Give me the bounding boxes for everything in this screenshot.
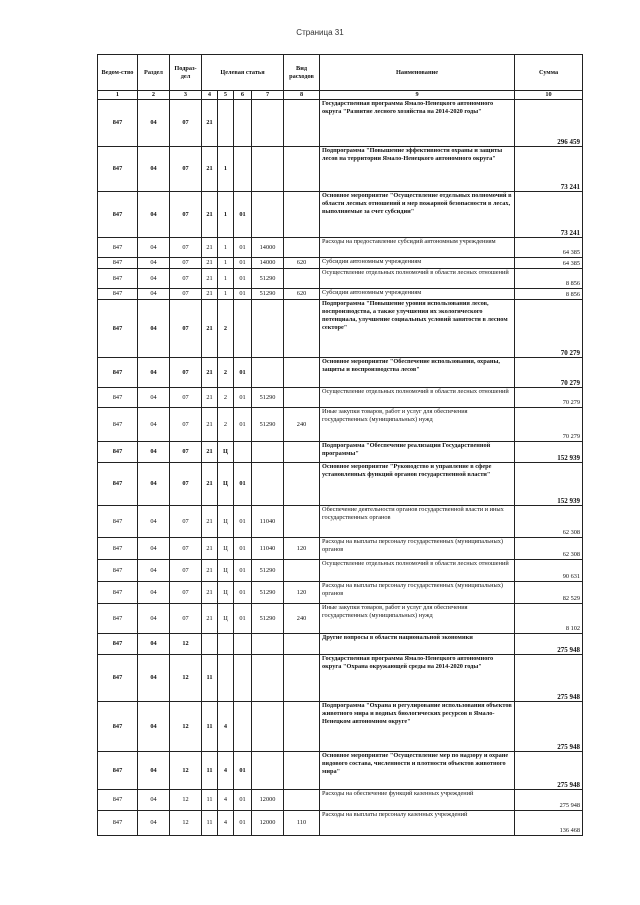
razdel-cell: 04 bbox=[138, 358, 170, 388]
sum-cell: 275 948 bbox=[515, 702, 583, 752]
header-celevaya-statya: Целевая статья bbox=[202, 55, 284, 91]
vid-cell bbox=[284, 238, 320, 258]
razdel-cell: 04 bbox=[138, 790, 170, 811]
header-razdel: Раздел bbox=[138, 55, 170, 91]
header-summa: Сумма bbox=[515, 55, 583, 91]
table-row bbox=[98, 634, 583, 655]
vid-cell bbox=[284, 463, 320, 506]
event-cell: 01 bbox=[234, 560, 252, 582]
table-row bbox=[98, 147, 583, 192]
sum-cell: 152 939 bbox=[515, 463, 583, 506]
subprogram-cell bbox=[218, 634, 234, 655]
vid-cell: 110 bbox=[284, 811, 320, 836]
subprogram-cell: 1 bbox=[218, 238, 234, 258]
subprogram-cell bbox=[218, 100, 234, 147]
razdel-cell: 04 bbox=[138, 147, 170, 192]
podrazdel-cell: 12 bbox=[170, 811, 202, 836]
event-cell bbox=[234, 100, 252, 147]
podrazdel-cell: 07 bbox=[170, 388, 202, 408]
podrazdel-cell: 12 bbox=[170, 634, 202, 655]
razdel-cell: 04 bbox=[138, 388, 170, 408]
vedomstvo-cell: 847 bbox=[98, 506, 138, 538]
table-row bbox=[98, 258, 583, 269]
podrazdel-cell: 07 bbox=[170, 238, 202, 258]
program-cell: 11 bbox=[202, 811, 218, 836]
sum-cell: 62 308 bbox=[515, 506, 583, 538]
table-row bbox=[98, 702, 583, 752]
name-cell: Подпрограмма "Охрана и регулирование использования объектов животного мира и водных биологических ресурсов в Ямало-Ненецком автономном округе" bbox=[320, 702, 515, 752]
event-cell bbox=[234, 147, 252, 192]
program-cell: 21 bbox=[202, 388, 218, 408]
name-cell: Расходы на предоставление субсидий автономным учреждениям bbox=[320, 238, 515, 258]
direction-cell bbox=[252, 655, 284, 702]
subprogram-cell: 1 bbox=[218, 192, 234, 238]
vid-cell bbox=[284, 269, 320, 289]
event-cell bbox=[234, 634, 252, 655]
col-number: 8 bbox=[284, 91, 320, 100]
table-row bbox=[98, 408, 583, 442]
table-row bbox=[98, 790, 583, 811]
col-number: 4 bbox=[202, 91, 218, 100]
col-number: 3 bbox=[170, 91, 202, 100]
sum-cell: 8 102 bbox=[515, 604, 583, 634]
vedomstvo-cell: 847 bbox=[98, 752, 138, 790]
sum-cell: 70 279 bbox=[515, 408, 583, 442]
header-naimenovanie: Наименование bbox=[320, 55, 515, 91]
direction-cell: 51290 bbox=[252, 269, 284, 289]
program-cell: 11 bbox=[202, 702, 218, 752]
vedomstvo-cell: 847 bbox=[98, 702, 138, 752]
vid-cell: 240 bbox=[284, 604, 320, 634]
vid-cell bbox=[284, 790, 320, 811]
subprogram-cell: 2 bbox=[218, 408, 234, 442]
razdel-cell: 04 bbox=[138, 702, 170, 752]
sum-cell: 73 241 bbox=[515, 192, 583, 238]
vedomstvo-cell: 847 bbox=[98, 790, 138, 811]
vid-cell bbox=[284, 388, 320, 408]
podrazdel-cell: 07 bbox=[170, 463, 202, 506]
direction-cell: 11040 bbox=[252, 538, 284, 560]
vedomstvo-cell: 847 bbox=[98, 269, 138, 289]
vid-cell bbox=[284, 506, 320, 538]
table-row bbox=[98, 388, 583, 408]
razdel-cell: 04 bbox=[138, 604, 170, 634]
subprogram-cell: 2 bbox=[218, 358, 234, 388]
program-cell: 11 bbox=[202, 752, 218, 790]
razdel-cell: 04 bbox=[138, 582, 170, 604]
podrazdel-cell: 07 bbox=[170, 538, 202, 560]
table-row bbox=[98, 100, 583, 147]
podrazdel-cell: 07 bbox=[170, 582, 202, 604]
sum-cell: 82 529 bbox=[515, 582, 583, 604]
program-cell: 11 bbox=[202, 790, 218, 811]
sum-cell: 73 241 bbox=[515, 147, 583, 192]
razdel-cell: 04 bbox=[138, 538, 170, 560]
sum-cell: 70 279 bbox=[515, 358, 583, 388]
direction-cell: 51290 bbox=[252, 582, 284, 604]
sum-cell: 152 939 bbox=[515, 442, 583, 463]
razdel-cell: 04 bbox=[138, 300, 170, 358]
name-cell: Расходы на обеспечение функций казенных учреждений bbox=[320, 790, 515, 811]
razdel-cell: 04 bbox=[138, 560, 170, 582]
subprogram-cell bbox=[218, 655, 234, 702]
razdel-cell: 04 bbox=[138, 289, 170, 300]
vedomstvo-cell: 847 bbox=[98, 300, 138, 358]
header-podrazdel: Подраз-дел bbox=[170, 55, 202, 91]
podrazdel-cell: 07 bbox=[170, 100, 202, 147]
table-row bbox=[98, 506, 583, 538]
razdel-cell: 04 bbox=[138, 238, 170, 258]
vid-cell: 120 bbox=[284, 538, 320, 560]
program-cell: 21 bbox=[202, 258, 218, 269]
event-cell: 01 bbox=[234, 258, 252, 269]
table-row bbox=[98, 358, 583, 388]
program-cell: 21 bbox=[202, 582, 218, 604]
name-cell: Расходы на выплаты персоналу государственных (муниципальных) органов bbox=[320, 582, 515, 604]
direction-cell: 14000 bbox=[252, 238, 284, 258]
razdel-cell: 04 bbox=[138, 100, 170, 147]
header-vedomstvo: Ведом-ство bbox=[98, 55, 138, 91]
program-cell: 21 bbox=[202, 147, 218, 192]
table-row bbox=[98, 238, 583, 258]
table-row bbox=[98, 538, 583, 560]
event-cell bbox=[234, 300, 252, 358]
subprogram-cell: 4 bbox=[218, 790, 234, 811]
direction-cell: 12000 bbox=[252, 790, 284, 811]
program-cell: 21 bbox=[202, 442, 218, 463]
program-cell: 21 bbox=[202, 358, 218, 388]
name-cell: Расходы на выплаты персоналу государственных (муниципальных) органов bbox=[320, 538, 515, 560]
vedomstvo-cell: 847 bbox=[98, 289, 138, 300]
program-cell: 21 bbox=[202, 100, 218, 147]
direction-cell bbox=[252, 702, 284, 752]
sum-cell: 275 948 bbox=[515, 655, 583, 702]
direction-cell: 51290 bbox=[252, 604, 284, 634]
podrazdel-cell: 12 bbox=[170, 702, 202, 752]
event-cell: 01 bbox=[234, 506, 252, 538]
sum-cell: 275 948 bbox=[515, 634, 583, 655]
event-cell bbox=[234, 442, 252, 463]
event-cell: 01 bbox=[234, 408, 252, 442]
sum-cell: 8 856 bbox=[515, 289, 583, 300]
event-cell: 01 bbox=[234, 811, 252, 836]
direction-cell bbox=[252, 358, 284, 388]
name-cell: Подпрограмма "Повышение эффективности охраны и защиты лесов на территории Ямало-Ненецкого автономного округа" bbox=[320, 147, 515, 192]
subprogram-cell: 4 bbox=[218, 811, 234, 836]
direction-cell: 14000 bbox=[252, 258, 284, 269]
name-cell: Подпрограмма "Обеспечение реализации Государственной программы" bbox=[320, 442, 515, 463]
program-cell: 21 bbox=[202, 538, 218, 560]
razdel-cell: 04 bbox=[138, 655, 170, 702]
podrazdel-cell: 07 bbox=[170, 358, 202, 388]
vedomstvo-cell: 847 bbox=[98, 442, 138, 463]
sum-cell: 296 459 bbox=[515, 100, 583, 147]
event-cell: 01 bbox=[234, 388, 252, 408]
subprogram-cell: 2 bbox=[218, 388, 234, 408]
table-row bbox=[98, 655, 583, 702]
podrazdel-cell: 07 bbox=[170, 192, 202, 238]
name-cell: Иные закупки товаров, работ и услуг для обеспечения государственных (муниципальных) нужд bbox=[320, 604, 515, 634]
vid-cell bbox=[284, 752, 320, 790]
subprogram-cell: Ц bbox=[218, 560, 234, 582]
name-cell: Субсидии автономным учреждениям bbox=[320, 258, 515, 269]
sum-cell: 64 385 bbox=[515, 258, 583, 269]
podrazdel-cell: 07 bbox=[170, 258, 202, 269]
name-cell: Субсидии автономным учреждениям bbox=[320, 289, 515, 300]
name-cell: Государственная программа Ямало-Ненецкого автономного округа "Охрана окружающей среды на 2014-2020 годы" bbox=[320, 655, 515, 702]
event-cell bbox=[234, 702, 252, 752]
program-cell: 21 bbox=[202, 238, 218, 258]
event-cell: 01 bbox=[234, 538, 252, 560]
program-cell: 21 bbox=[202, 604, 218, 634]
col-number: 1 bbox=[98, 91, 138, 100]
subprogram-cell: 2 bbox=[218, 300, 234, 358]
page-label: Страница 31 bbox=[296, 28, 344, 37]
vedomstvo-cell: 847 bbox=[98, 408, 138, 442]
razdel-cell: 04 bbox=[138, 258, 170, 269]
sum-cell: 70 279 bbox=[515, 300, 583, 358]
vid-cell bbox=[284, 147, 320, 192]
header-vid-rashodov: Вид расходов bbox=[284, 55, 320, 91]
program-cell: 21 bbox=[202, 289, 218, 300]
table-row bbox=[98, 192, 583, 238]
event-cell: 01 bbox=[234, 238, 252, 258]
sum-cell: 64 385 bbox=[515, 238, 583, 258]
col-number: 6 bbox=[234, 91, 252, 100]
subprogram-cell: 1 bbox=[218, 269, 234, 289]
column-numbers-row bbox=[98, 91, 583, 100]
vid-cell bbox=[284, 442, 320, 463]
vedomstvo-cell: 847 bbox=[98, 560, 138, 582]
subprogram-cell: Ц bbox=[218, 442, 234, 463]
subprogram-cell: Ц bbox=[218, 538, 234, 560]
subprogram-cell: 4 bbox=[218, 702, 234, 752]
razdel-cell: 04 bbox=[138, 463, 170, 506]
name-cell: Осуществление отдельных полномочий в области лесных отношений bbox=[320, 388, 515, 408]
program-cell: 21 bbox=[202, 300, 218, 358]
vedomstvo-cell: 847 bbox=[98, 582, 138, 604]
direction-cell bbox=[252, 634, 284, 655]
col-number: 5 bbox=[218, 91, 234, 100]
name-cell: Подпрограмма "Повышение уровня использования лесов, воспроизводства, а также улучшения их экологического потенциала, улучшение социальных условий занятости в лесном секторе" bbox=[320, 300, 515, 358]
table-body bbox=[98, 100, 583, 836]
podrazdel-cell: 07 bbox=[170, 300, 202, 358]
podrazdel-cell: 07 bbox=[170, 560, 202, 582]
name-cell: Иные закупки товаров, работ и услуг для обеспечения государственных (муниципальных) нужд bbox=[320, 408, 515, 442]
vid-cell bbox=[284, 560, 320, 582]
vedomstvo-cell: 847 bbox=[98, 147, 138, 192]
col-number: 9 bbox=[320, 91, 515, 100]
vid-cell bbox=[284, 655, 320, 702]
vedomstvo-cell: 847 bbox=[98, 192, 138, 238]
vedomstvo-cell: 847 bbox=[98, 604, 138, 634]
direction-cell: 12000 bbox=[252, 811, 284, 836]
razdel-cell: 04 bbox=[138, 752, 170, 790]
col-number: 10 bbox=[515, 91, 583, 100]
event-cell: 01 bbox=[234, 582, 252, 604]
direction-cell: 51290 bbox=[252, 560, 284, 582]
direction-cell bbox=[252, 463, 284, 506]
vid-cell bbox=[284, 192, 320, 238]
direction-cell bbox=[252, 100, 284, 147]
razdel-cell: 04 bbox=[138, 442, 170, 463]
vid-cell: 620 bbox=[284, 258, 320, 269]
vedomstvo-cell: 847 bbox=[98, 634, 138, 655]
vid-cell bbox=[284, 358, 320, 388]
name-cell: Обеспечение деятельности органов государственной власти и иных государственных органов bbox=[320, 506, 515, 538]
vedomstvo-cell: 847 bbox=[98, 463, 138, 506]
vid-cell bbox=[284, 300, 320, 358]
podrazdel-cell: 07 bbox=[170, 147, 202, 192]
subprogram-cell: Ц bbox=[218, 506, 234, 538]
table-row bbox=[98, 463, 583, 506]
name-cell: Основное мероприятие "Руководство и управление в сфере установленных функций органов государственной власти" bbox=[320, 463, 515, 506]
direction-cell bbox=[252, 752, 284, 790]
table-row bbox=[98, 300, 583, 358]
name-cell: Другие вопросы в области национальной экономики bbox=[320, 634, 515, 655]
subprogram-cell: 4 bbox=[218, 752, 234, 790]
name-cell: Государственная программа Ямало-Ненецкого автономного округа "Развитие лесного хозяйства на 2014-2020 годы" bbox=[320, 100, 515, 147]
podrazdel-cell: 07 bbox=[170, 442, 202, 463]
table-row bbox=[98, 752, 583, 790]
name-cell: Основное мероприятие "Осуществление мер по надзору и охране видового состава, численности и плотности объектов животного мира" bbox=[320, 752, 515, 790]
vedomstvo-cell: 847 bbox=[98, 388, 138, 408]
program-cell: 11 bbox=[202, 655, 218, 702]
vedomstvo-cell: 847 bbox=[98, 358, 138, 388]
table-row bbox=[98, 269, 583, 289]
subprogram-cell: 1 bbox=[218, 289, 234, 300]
program-cell: 21 bbox=[202, 192, 218, 238]
vedomstvo-cell: 847 bbox=[98, 811, 138, 836]
name-cell: Осуществление отдельных полномочий в области лесных отношений bbox=[320, 560, 515, 582]
table-row bbox=[98, 289, 583, 300]
razdel-cell: 04 bbox=[138, 192, 170, 238]
subprogram-cell: 1 bbox=[218, 258, 234, 269]
event-cell: 01 bbox=[234, 604, 252, 634]
direction-cell: 51290 bbox=[252, 388, 284, 408]
event-cell: 01 bbox=[234, 790, 252, 811]
event-cell: 01 bbox=[234, 289, 252, 300]
podrazdel-cell: 12 bbox=[170, 655, 202, 702]
razdel-cell: 04 bbox=[138, 269, 170, 289]
razdel-cell: 04 bbox=[138, 634, 170, 655]
col-number: 7 bbox=[252, 91, 284, 100]
direction-cell: 51290 bbox=[252, 289, 284, 300]
podrazdel-cell: 07 bbox=[170, 408, 202, 442]
vid-cell: 240 bbox=[284, 408, 320, 442]
vedomstvo-cell: 847 bbox=[98, 238, 138, 258]
vedomstvo-cell: 847 bbox=[98, 100, 138, 147]
program-cell: 21 bbox=[202, 506, 218, 538]
vid-cell bbox=[284, 702, 320, 752]
name-cell: Основное мероприятие "Осуществление отдельных полномочий в области лесных отношений и мер пожарной безопасности в лесах, выполняемые за счет субсидии" bbox=[320, 192, 515, 238]
razdel-cell: 04 bbox=[138, 506, 170, 538]
event-cell: 01 bbox=[234, 752, 252, 790]
table-row bbox=[98, 811, 583, 836]
table-row bbox=[98, 604, 583, 634]
table-row bbox=[98, 582, 583, 604]
sum-cell: 62 308 bbox=[515, 538, 583, 560]
subprogram-cell: Ц bbox=[218, 604, 234, 634]
vid-cell bbox=[284, 100, 320, 147]
podrazdel-cell: 12 bbox=[170, 752, 202, 790]
vid-cell: 620 bbox=[284, 289, 320, 300]
direction-cell: 51290 bbox=[252, 408, 284, 442]
sum-cell: 275 948 bbox=[515, 790, 583, 811]
podrazdel-cell: 07 bbox=[170, 269, 202, 289]
podrazdel-cell: 07 bbox=[170, 289, 202, 300]
name-cell: Осуществление отдельных полномочий в области лесных отношений bbox=[320, 269, 515, 289]
program-cell: 21 bbox=[202, 463, 218, 506]
sum-cell: 90 631 bbox=[515, 560, 583, 582]
vid-cell bbox=[284, 634, 320, 655]
vedomstvo-cell: 847 bbox=[98, 538, 138, 560]
program-cell: 21 bbox=[202, 269, 218, 289]
vid-cell: 120 bbox=[284, 582, 320, 604]
podrazdel-cell: 07 bbox=[170, 604, 202, 634]
sum-cell: 275 948 bbox=[515, 752, 583, 790]
podrazdel-cell: 12 bbox=[170, 790, 202, 811]
sum-cell: 136 468 bbox=[515, 811, 583, 836]
program-cell bbox=[202, 634, 218, 655]
razdel-cell: 04 bbox=[138, 811, 170, 836]
direction-cell bbox=[252, 442, 284, 463]
subprogram-cell: Ц bbox=[218, 582, 234, 604]
subprogram-cell: 1 bbox=[218, 147, 234, 192]
razdel-cell: 04 bbox=[138, 408, 170, 442]
event-cell: 01 bbox=[234, 463, 252, 506]
program-cell: 21 bbox=[202, 560, 218, 582]
event-cell: 01 bbox=[234, 192, 252, 238]
table-row bbox=[98, 442, 583, 463]
name-cell: Расходы на выплаты персоналу казенных учреждений bbox=[320, 811, 515, 836]
vedomstvo-cell: 847 bbox=[98, 655, 138, 702]
vedomstvo-cell: 847 bbox=[98, 258, 138, 269]
program-cell: 21 bbox=[202, 408, 218, 442]
event-cell bbox=[234, 655, 252, 702]
direction-cell bbox=[252, 300, 284, 358]
budget-table bbox=[97, 54, 583, 836]
col-number: 2 bbox=[138, 91, 170, 100]
subprogram-cell: Ц bbox=[218, 463, 234, 506]
sum-cell: 8 856 bbox=[515, 269, 583, 289]
sum-cell: 70 279 bbox=[515, 388, 583, 408]
direction-cell: 11040 bbox=[252, 506, 284, 538]
table-row bbox=[98, 560, 583, 582]
direction-cell bbox=[252, 147, 284, 192]
podrazdel-cell: 07 bbox=[170, 506, 202, 538]
event-cell: 01 bbox=[234, 358, 252, 388]
event-cell: 01 bbox=[234, 269, 252, 289]
name-cell: Основное мероприятие "Обеспечение использования, охраны, защиты и воспроизводства лесов" bbox=[320, 358, 515, 388]
direction-cell bbox=[252, 192, 284, 238]
